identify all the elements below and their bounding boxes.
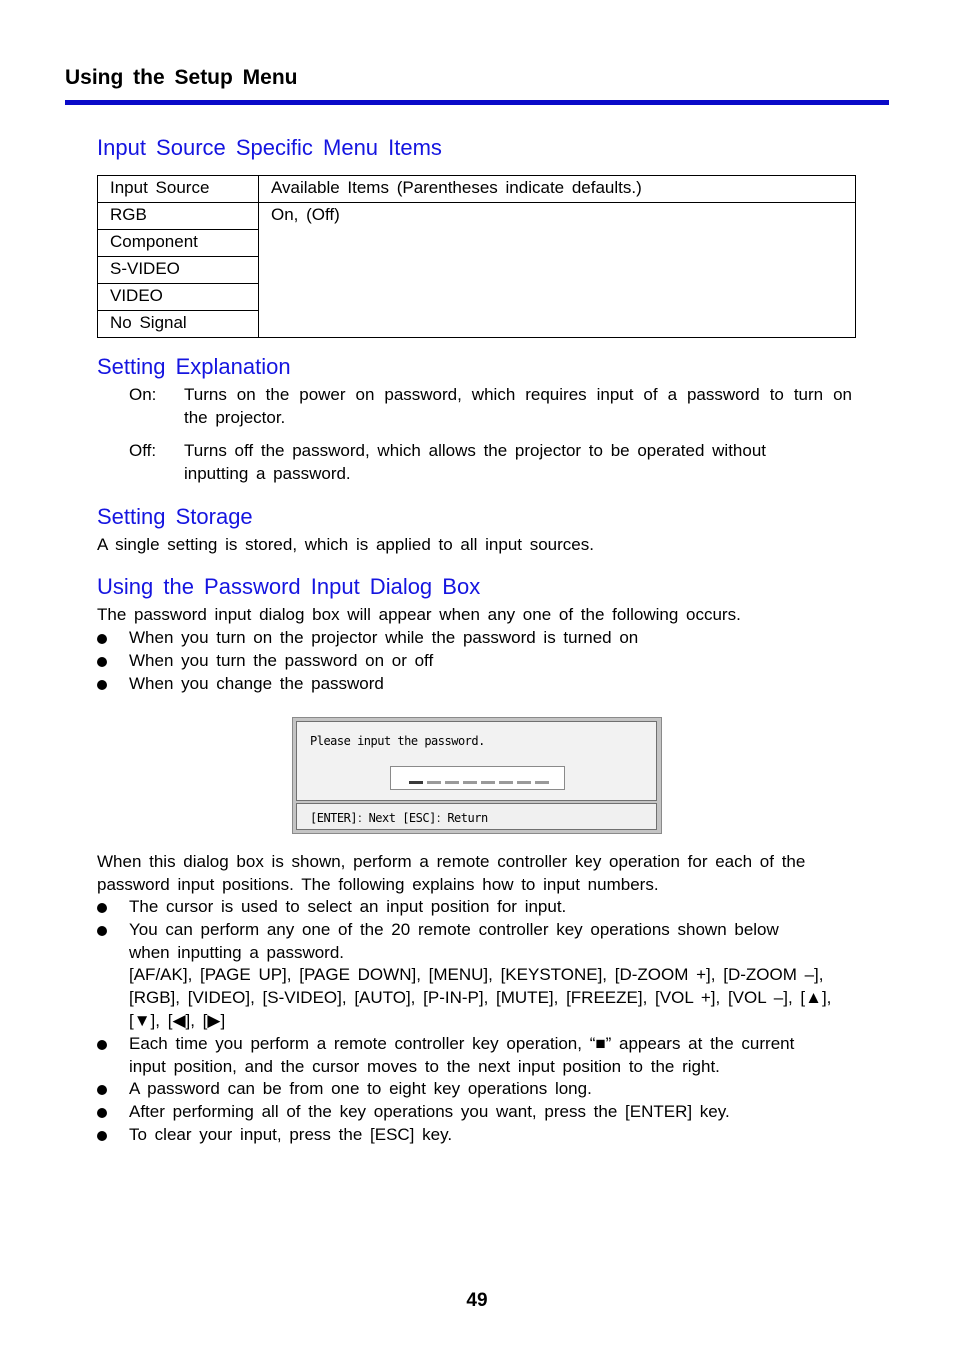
table-cell-available: On, (Off) <box>259 203 856 338</box>
bullet-icon <box>97 926 107 936</box>
explanation-item <box>129 384 852 429</box>
section-title-setting-storage: Setting Storage <box>97 504 253 529</box>
dialog-intro: The password input dialog box will appear when any one of the following occurs. <box>97 605 741 624</box>
page-number: 49 <box>466 1290 488 1311</box>
table-header-row <box>98 176 856 203</box>
section-title-password-dialog: Using the Password Input Dialog Box <box>97 574 481 599</box>
header-rule <box>65 100 889 105</box>
table-cell-source: S-VIDEO <box>98 257 259 284</box>
password-input-field <box>390 766 565 790</box>
input-source-table <box>97 175 856 338</box>
section-title-input-source: Input Source Specific Menu Items <box>97 135 442 160</box>
bullet-icon <box>97 634 107 644</box>
table-cell-source: No Signal <box>98 311 259 338</box>
list-item: When you turn on the projector while the password is turned on <box>97 627 857 650</box>
table-header-cell: Input Source <box>98 176 259 203</box>
explanation-item <box>129 440 852 485</box>
occurs-bullet-list <box>97 627 857 695</box>
list-item: A password can be from one to eight key operations long. <box>97 1078 857 1101</box>
remote-key-list: [AF/AK], [PAGE UP], [PAGE DOWN], [MENU], [KEYSTONE], [D-ZOOM +], [D-ZOOM –], [RGB], [VIDEO], [S-VIDEO], [AUTO], [P-IN-P], [MUTE], [FREEZE], [VOL +], [VOL –], [▲], [▼], [◀], [▶] <box>129 965 832 1030</box>
list-item: When you turn the password on or off <box>97 650 857 673</box>
bullet-icon <box>97 1131 107 1141</box>
list-item: You can perform any one of the 20 remote controller key operations shown below when inputting a password. <box>97 919 857 965</box>
list-item: When you change the password <box>97 673 857 696</box>
list-item: The cursor is used to select an input position for input. <box>97 896 857 919</box>
table-header-cell: Available Items (Parentheses indicate defaults.) <box>259 176 856 203</box>
explanation-desc: Turns off the password, which allows the projector to be operated without inputting a password. <box>184 441 767 483</box>
password-slots-icon <box>391 767 564 789</box>
section-title-setting-explanation: Setting Explanation <box>97 354 291 379</box>
table-cell-source: VIDEO <box>98 284 259 311</box>
bullet-icon <box>97 1108 107 1118</box>
table-cell-source: Component <box>98 230 259 257</box>
password-dialog-prompt: Please input the password. <box>310 734 485 748</box>
password-dialog-footer-text: [ENTER]：Next [ESC]：Return <box>310 811 488 825</box>
explanation-list <box>129 384 852 485</box>
bullet-icon <box>97 657 107 667</box>
list-item-continuation <box>97 964 857 1032</box>
explanation-term: On: <box>129 385 157 404</box>
table-cell-source: RGB <box>98 203 259 230</box>
list-item: After performing all of the key operations you want, press the [ENTER] key. <box>97 1101 857 1124</box>
bullet-icon <box>97 680 107 690</box>
bullet-icon <box>97 903 107 913</box>
operation-bullet-list <box>97 896 857 1147</box>
operation-intro: When this dialog box is shown, perform a remote controller key operation for each of the password input positions. The following explains how to input numbers. <box>97 852 806 894</box>
list-item: Each time you perform a remote controller key operation, “■” appears at the current input position, and the cursor moves to the next input position to the right. <box>97 1033 857 1079</box>
bullet-icon <box>97 1085 107 1095</box>
bullet-icon <box>97 1040 107 1050</box>
storage-text: A single setting is stored, which is applied to all input sources. <box>97 535 594 554</box>
list-item: To clear your input, press the [ESC] key. <box>97 1124 857 1147</box>
explanation-term: Off: <box>129 441 157 460</box>
header-title: Using the Setup Menu <box>65 66 298 89</box>
explanation-desc: Turns on the power on password, which requires input of a password to turn on the projector. <box>184 385 852 427</box>
table-row <box>98 203 856 230</box>
